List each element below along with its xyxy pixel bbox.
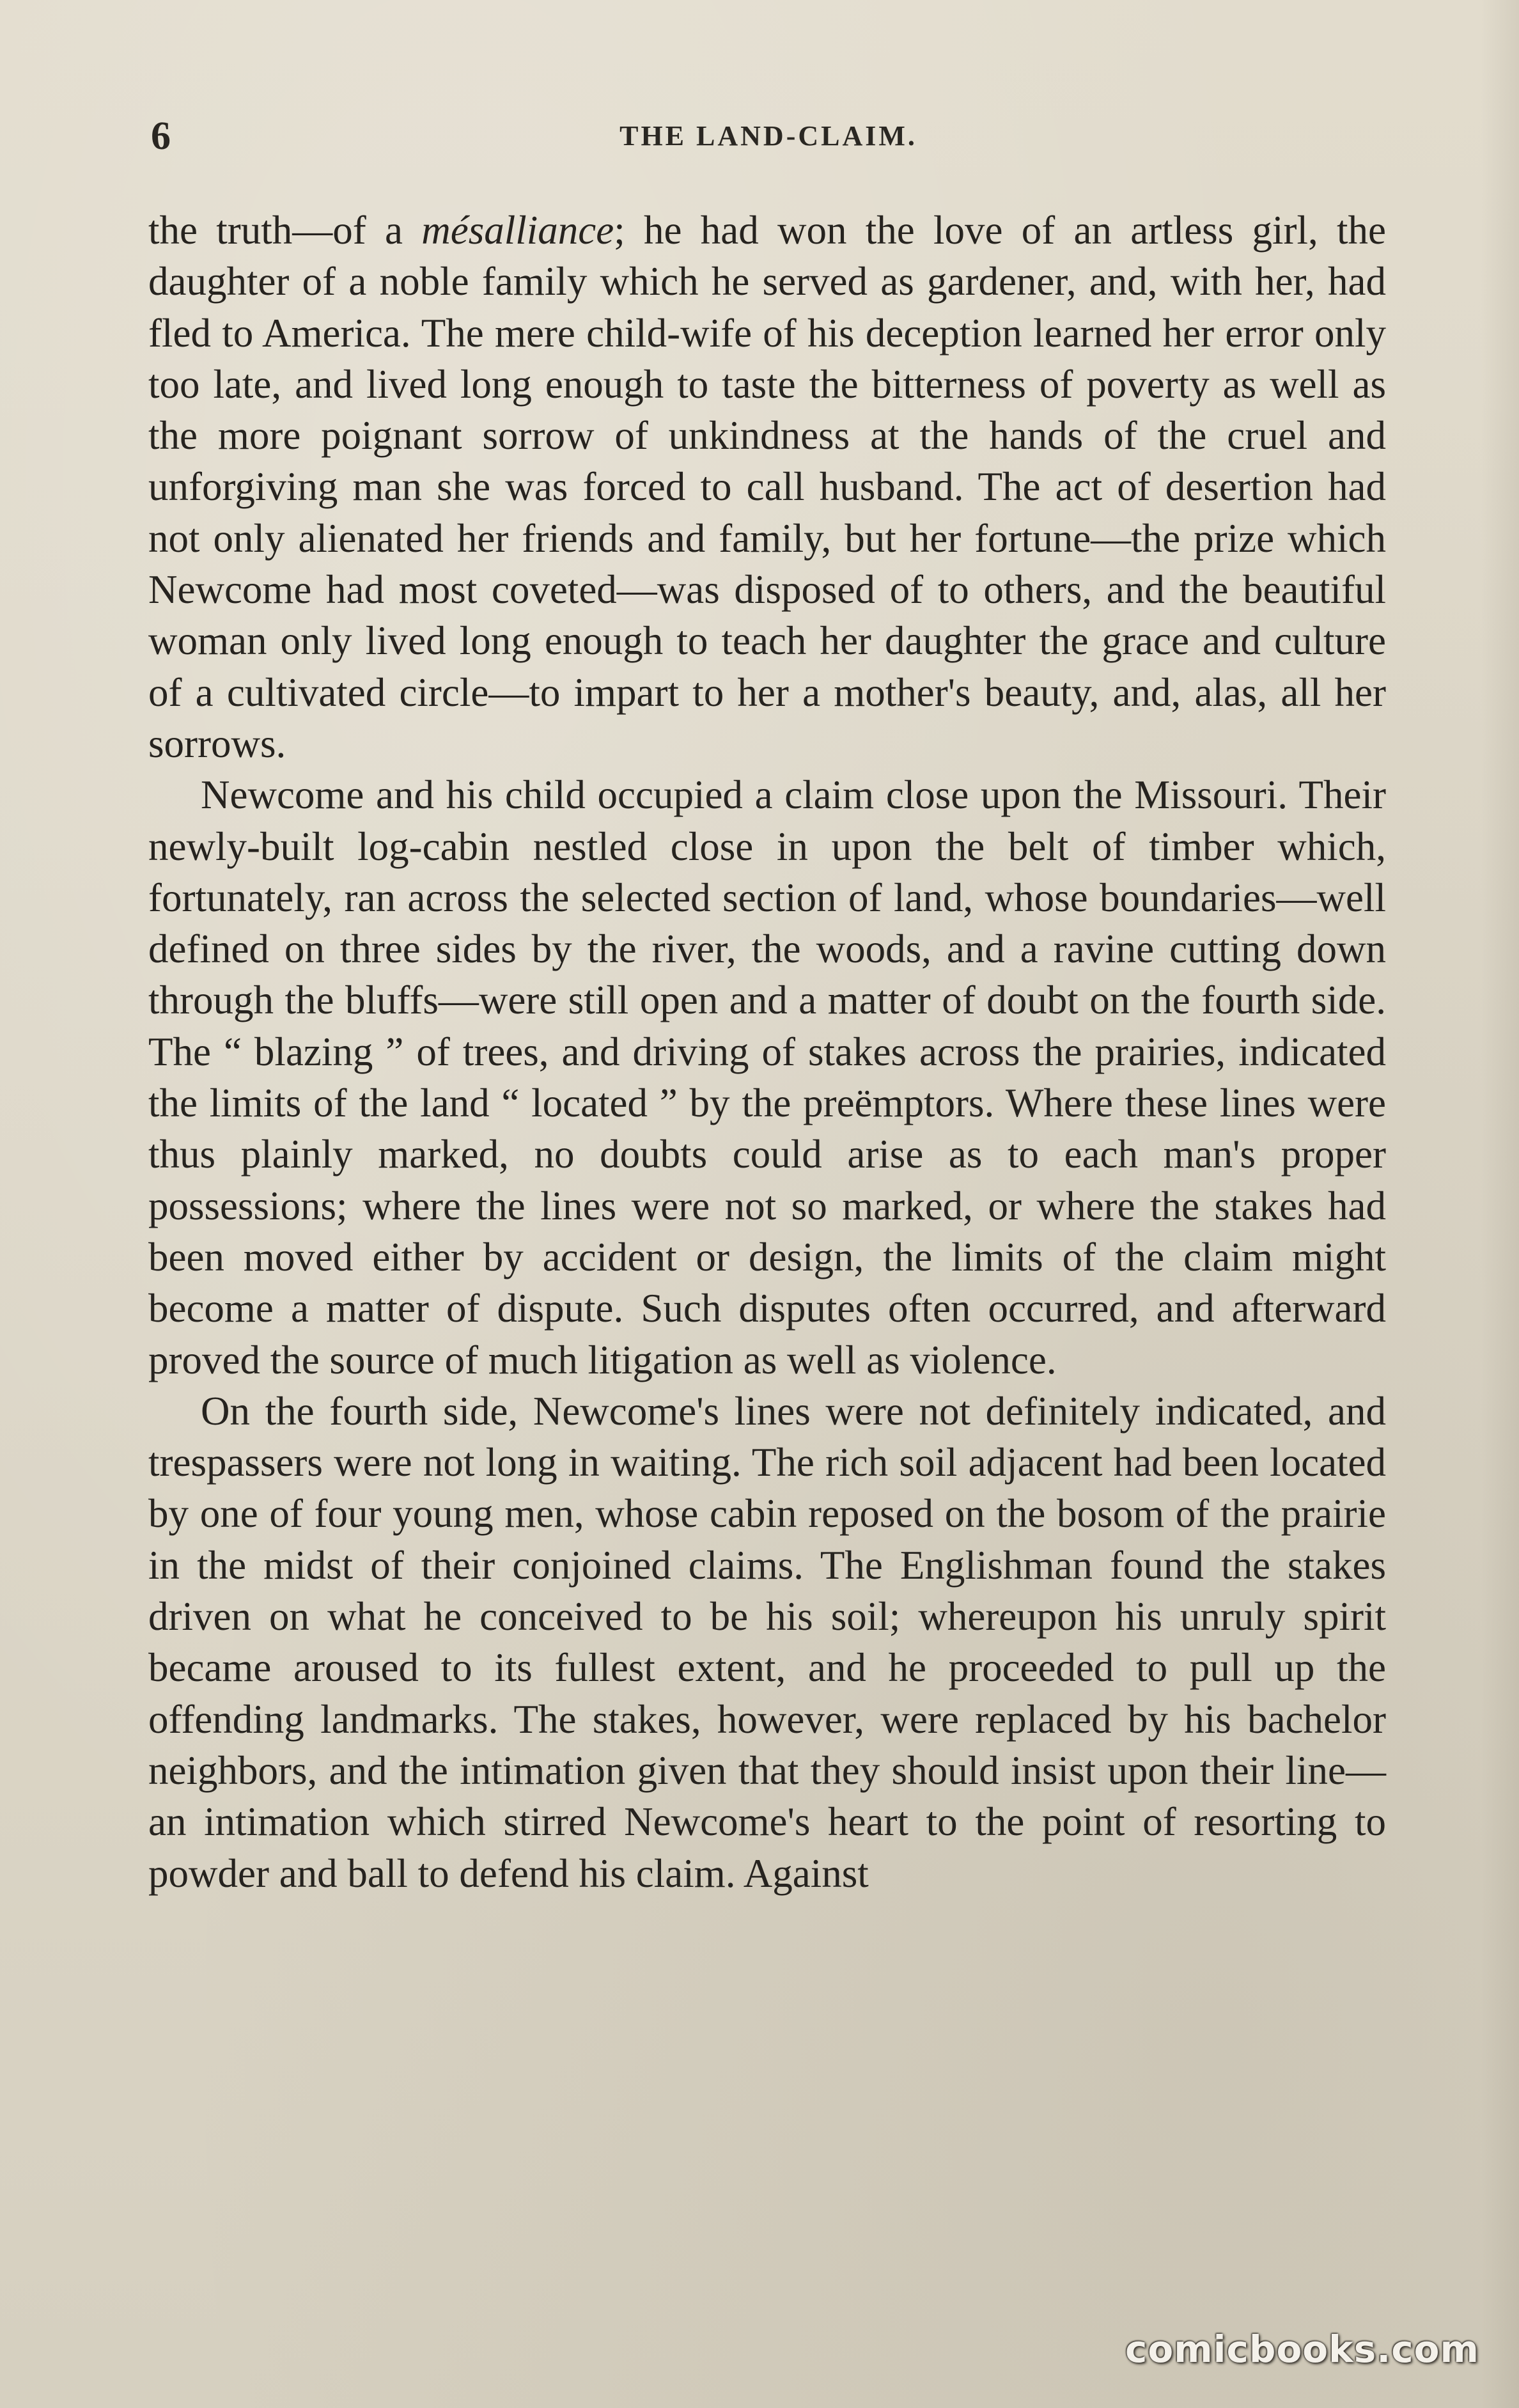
paragraph-1-rest: ; he had won the love of an artless girl, the daughter of a noble family which he served as gardener, and, with her, had fled to America. The mere child-wife of his deception learned her error only too late, and lived long enough to taste the bitterness of poverty as well as the more poignant sorrow of unkindness at the hands of the cruel and unforgiving man she was forced to call husband. The act of desertion had not only alienated her friends and family, but her fortune—the prize which Newcome had most coveted—was disposed of to others, and the beautiful woman only lived long enough to teach her daughter the grace and culture of a cultivated circle—to impart to her a mother's beauty, and, alas, all her sorrows. (148, 208, 1386, 766)
running-head: THE LAND-CLAIM. (619, 120, 917, 152)
watermark: comicbooks.com (1125, 2327, 1479, 2371)
paragraph-1 (148, 205, 1386, 769)
paragraph-3: On the fourth side, Newcome's lines were not definitely indicated, and trespassers were not long in waiting. The rich soil adjacent had been located by one of four young men, whose cabin reposed on the bosom of the prairie in the midst of their conjoined claims. The Englishman found the stakes driven on what he conceived to be his soil; whereupon his unruly spirit became aroused to its fullest extent, and he proceeded to pull up the offending landmarks. The stakes, however, were replaced by his bachelor neighbors, and the intimation given that they should insist upon their line—an intimation which stirred Newcome's heart to the point of resorting to powder and ball to defend his claim. Against (148, 1388, 1386, 1896)
page-number: 6 (151, 114, 171, 158)
page-header (151, 107, 1386, 165)
italic-word-mesalliance: mésalliance (421, 208, 614, 253)
paragraph-2: Newcome and his child occupied a claim close upon the Missouri. Their newly-built log-cabin nestled close in upon the belt of timber which, fortunately, ran across the selected section of land, whose boundaries—well defined on three sides by the river, the woods, and a ravine cutting down through the bluffs—were still open and a matter of doubt on the fourth side. The “ blazing ” of trees, and driving of stakes across the prairies, indicated the limits of the land “ located ” by the preëmptors. Where these lines were thus plainly marked, no doubts could arise as to each man's proper possessions; where the lines were not so marked, or where the stakes had been moved either by accident or design, the limits of the claim might become a matter of dispute. Such disputes often occurred, and afterward proved the source of much litigation as well as violence. (148, 772, 1386, 1382)
body-text (148, 205, 1386, 1899)
paragraph-1-start: the truth—of a (148, 208, 422, 253)
page-edge-shadow (1481, 0, 1519, 2408)
